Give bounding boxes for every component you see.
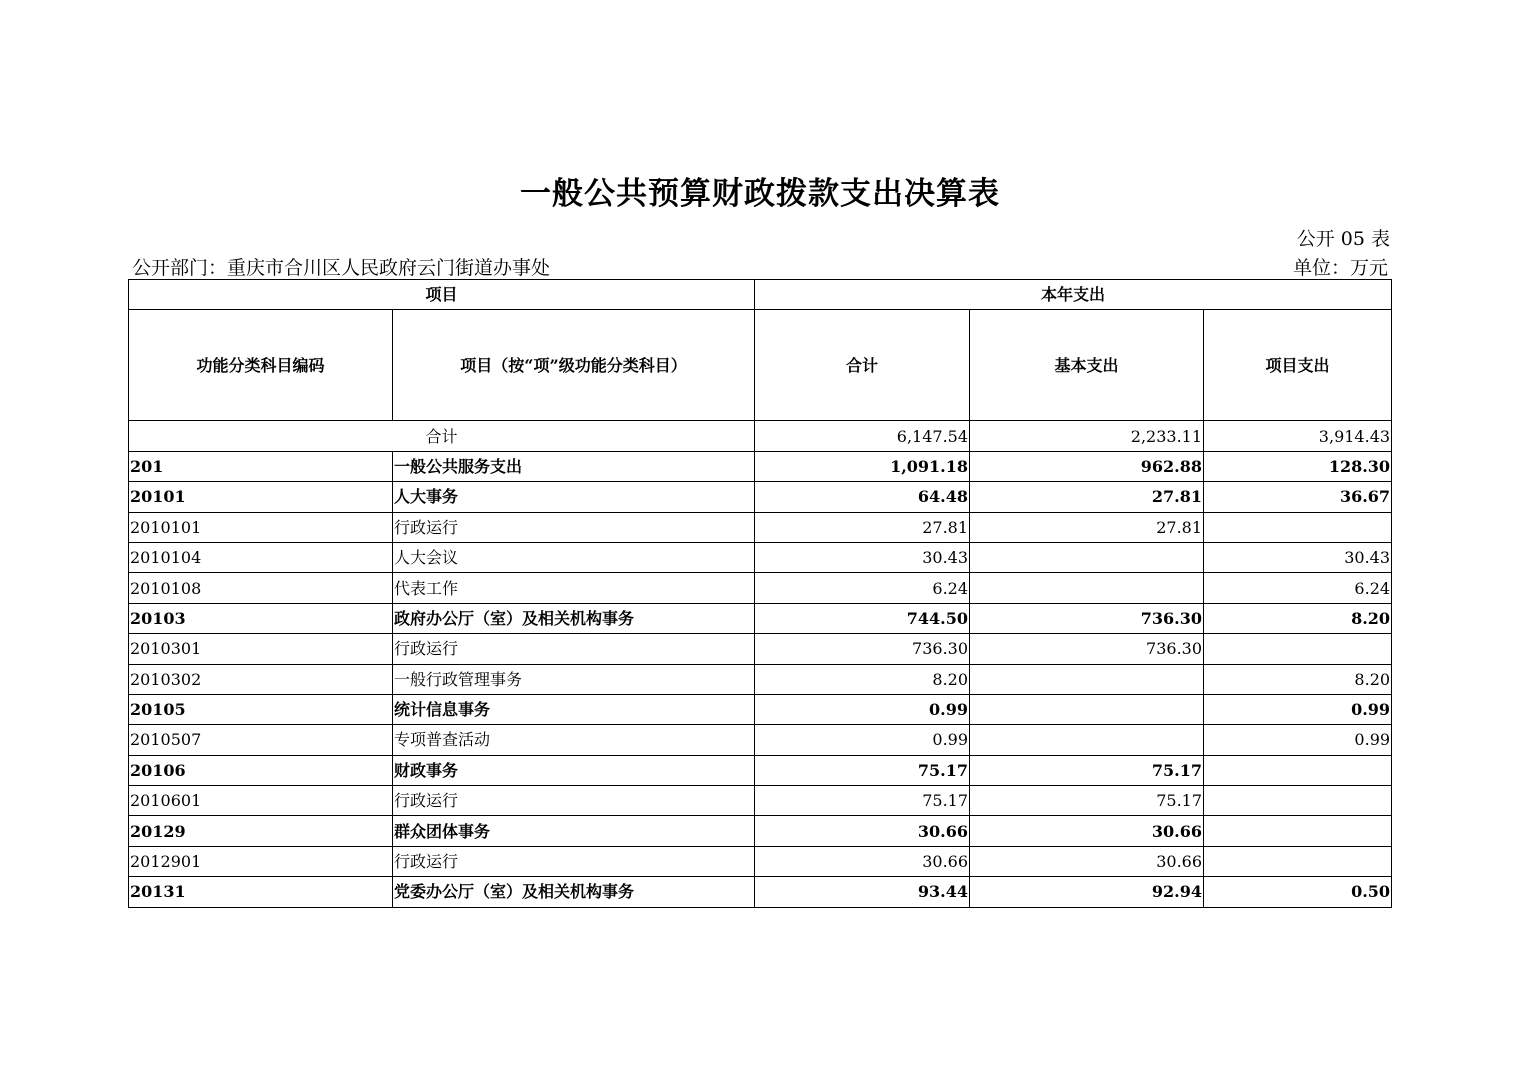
row-project: 0.99 — [1204, 725, 1392, 755]
header-column-row — [129, 310, 1392, 421]
row-project — [1204, 512, 1392, 542]
total-row — [129, 421, 1392, 451]
table-row — [129, 573, 1392, 603]
expenditure-table — [128, 279, 1392, 908]
row-name: 财政事务 — [393, 755, 755, 785]
row-total: 75.17 — [755, 755, 970, 785]
header-item: 项目 — [129, 280, 755, 310]
unit-label: 单位：万元 — [1292, 257, 1388, 279]
header-group-row — [129, 280, 1392, 310]
row-code: 201 — [129, 451, 393, 481]
row-basic: 30.66 — [970, 846, 1204, 876]
header-name: 项目（按“项”级功能分类科目） — [393, 310, 755, 421]
row-total: 64.48 — [755, 482, 970, 512]
page-title: 一般公共预算财政拨款支出决算表 — [520, 176, 1000, 212]
table-row — [129, 634, 1392, 664]
row-name: 代表工作 — [393, 573, 755, 603]
row-basic — [970, 694, 1204, 724]
table-row — [129, 482, 1392, 512]
row-total: 6.24 — [755, 573, 970, 603]
row-project: 30.43 — [1204, 542, 1392, 572]
row-project — [1204, 634, 1392, 664]
header-project: 项目支出 — [1204, 310, 1392, 421]
row-basic: 75.17 — [970, 755, 1204, 785]
row-project: 36.67 — [1204, 482, 1392, 512]
row-name: 行政运行 — [393, 786, 755, 816]
row-name: 统计信息事务 — [393, 694, 755, 724]
row-name: 行政运行 — [393, 846, 755, 876]
header-code: 功能分类科目编码 — [129, 310, 393, 421]
table-row — [129, 816, 1392, 846]
row-project: 8.20 — [1204, 664, 1392, 694]
row-name: 专项普查活动 — [393, 725, 755, 755]
row-total: 8.20 — [755, 664, 970, 694]
row-code: 20105 — [129, 694, 393, 724]
table-row — [129, 664, 1392, 694]
total-project: 3,914.43 — [1204, 421, 1392, 451]
row-basic — [970, 664, 1204, 694]
row-name: 群众团体事务 — [393, 816, 755, 846]
row-total: 0.99 — [755, 725, 970, 755]
row-code: 20106 — [129, 755, 393, 785]
row-project: 6.24 — [1204, 573, 1392, 603]
row-name: 行政运行 — [393, 512, 755, 542]
row-basic: 75.17 — [970, 786, 1204, 816]
row-total: 27.81 — [755, 512, 970, 542]
row-project — [1204, 816, 1392, 846]
row-total: 744.50 — [755, 603, 970, 633]
row-name: 人大事务 — [393, 482, 755, 512]
table-row — [129, 786, 1392, 816]
row-code: 20103 — [129, 603, 393, 633]
row-total: 736.30 — [755, 634, 970, 664]
row-basic — [970, 725, 1204, 755]
table-row — [129, 755, 1392, 785]
row-code: 20101 — [129, 482, 393, 512]
table-row — [129, 846, 1392, 876]
header-basic: 基本支出 — [970, 310, 1204, 421]
row-basic: 27.81 — [970, 512, 1204, 542]
row-code: 20131 — [129, 877, 393, 907]
table-row — [129, 694, 1392, 724]
row-code: 2010104 — [129, 542, 393, 572]
row-name: 一般公共服务支出 — [393, 451, 755, 481]
table-row — [129, 512, 1392, 542]
row-project — [1204, 786, 1392, 816]
row-project: 0.50 — [1204, 877, 1392, 907]
row-code: 2010301 — [129, 634, 393, 664]
row-code: 2010302 — [129, 664, 393, 694]
table-row — [129, 542, 1392, 572]
row-project: 8.20 — [1204, 603, 1392, 633]
total-label: 合计 — [129, 421, 755, 451]
row-basic — [970, 542, 1204, 572]
header-current-year-expense: 本年支出 — [755, 280, 1392, 310]
row-total: 1,091.18 — [755, 451, 970, 481]
table-row — [129, 725, 1392, 755]
table-row — [129, 603, 1392, 633]
table-row — [129, 877, 1392, 907]
row-name: 行政运行 — [393, 634, 755, 664]
row-total: 0.99 — [755, 694, 970, 724]
row-basic: 27.81 — [970, 482, 1204, 512]
row-name: 党委办公厅（室）及相关机构事务 — [393, 877, 755, 907]
row-basic: 92.94 — [970, 877, 1204, 907]
row-total: 93.44 — [755, 877, 970, 907]
row-basic: 736.30 — [970, 634, 1204, 664]
department-label: 公开部门：重庆市合川区人民政府云门街道办事处 — [132, 257, 551, 279]
row-total: 30.43 — [755, 542, 970, 572]
row-code: 2012901 — [129, 846, 393, 876]
row-project — [1204, 846, 1392, 876]
row-basic — [970, 573, 1204, 603]
row-code: 2010101 — [129, 512, 393, 542]
row-code: 2010601 — [129, 786, 393, 816]
row-basic: 962.88 — [970, 451, 1204, 481]
row-project: 0.99 — [1204, 694, 1392, 724]
row-name: 人大会议 — [393, 542, 755, 572]
table-row — [129, 451, 1392, 481]
row-total: 30.66 — [755, 816, 970, 846]
form-number: 公开 05 表 — [1296, 228, 1390, 250]
header-total: 合计 — [755, 310, 970, 421]
row-project — [1204, 755, 1392, 785]
row-name: 政府办公厅（室）及相关机构事务 — [393, 603, 755, 633]
row-total: 75.17 — [755, 786, 970, 816]
row-code: 20129 — [129, 816, 393, 846]
row-code: 2010108 — [129, 573, 393, 603]
total-basic: 2,233.11 — [970, 421, 1204, 451]
row-code: 2010507 — [129, 725, 393, 755]
row-basic: 736.30 — [970, 603, 1204, 633]
row-basic: 30.66 — [970, 816, 1204, 846]
total-total: 6,147.54 — [755, 421, 970, 451]
row-name: 一般行政管理事务 — [393, 664, 755, 694]
row-project: 128.30 — [1204, 451, 1392, 481]
row-total: 30.66 — [755, 846, 970, 876]
